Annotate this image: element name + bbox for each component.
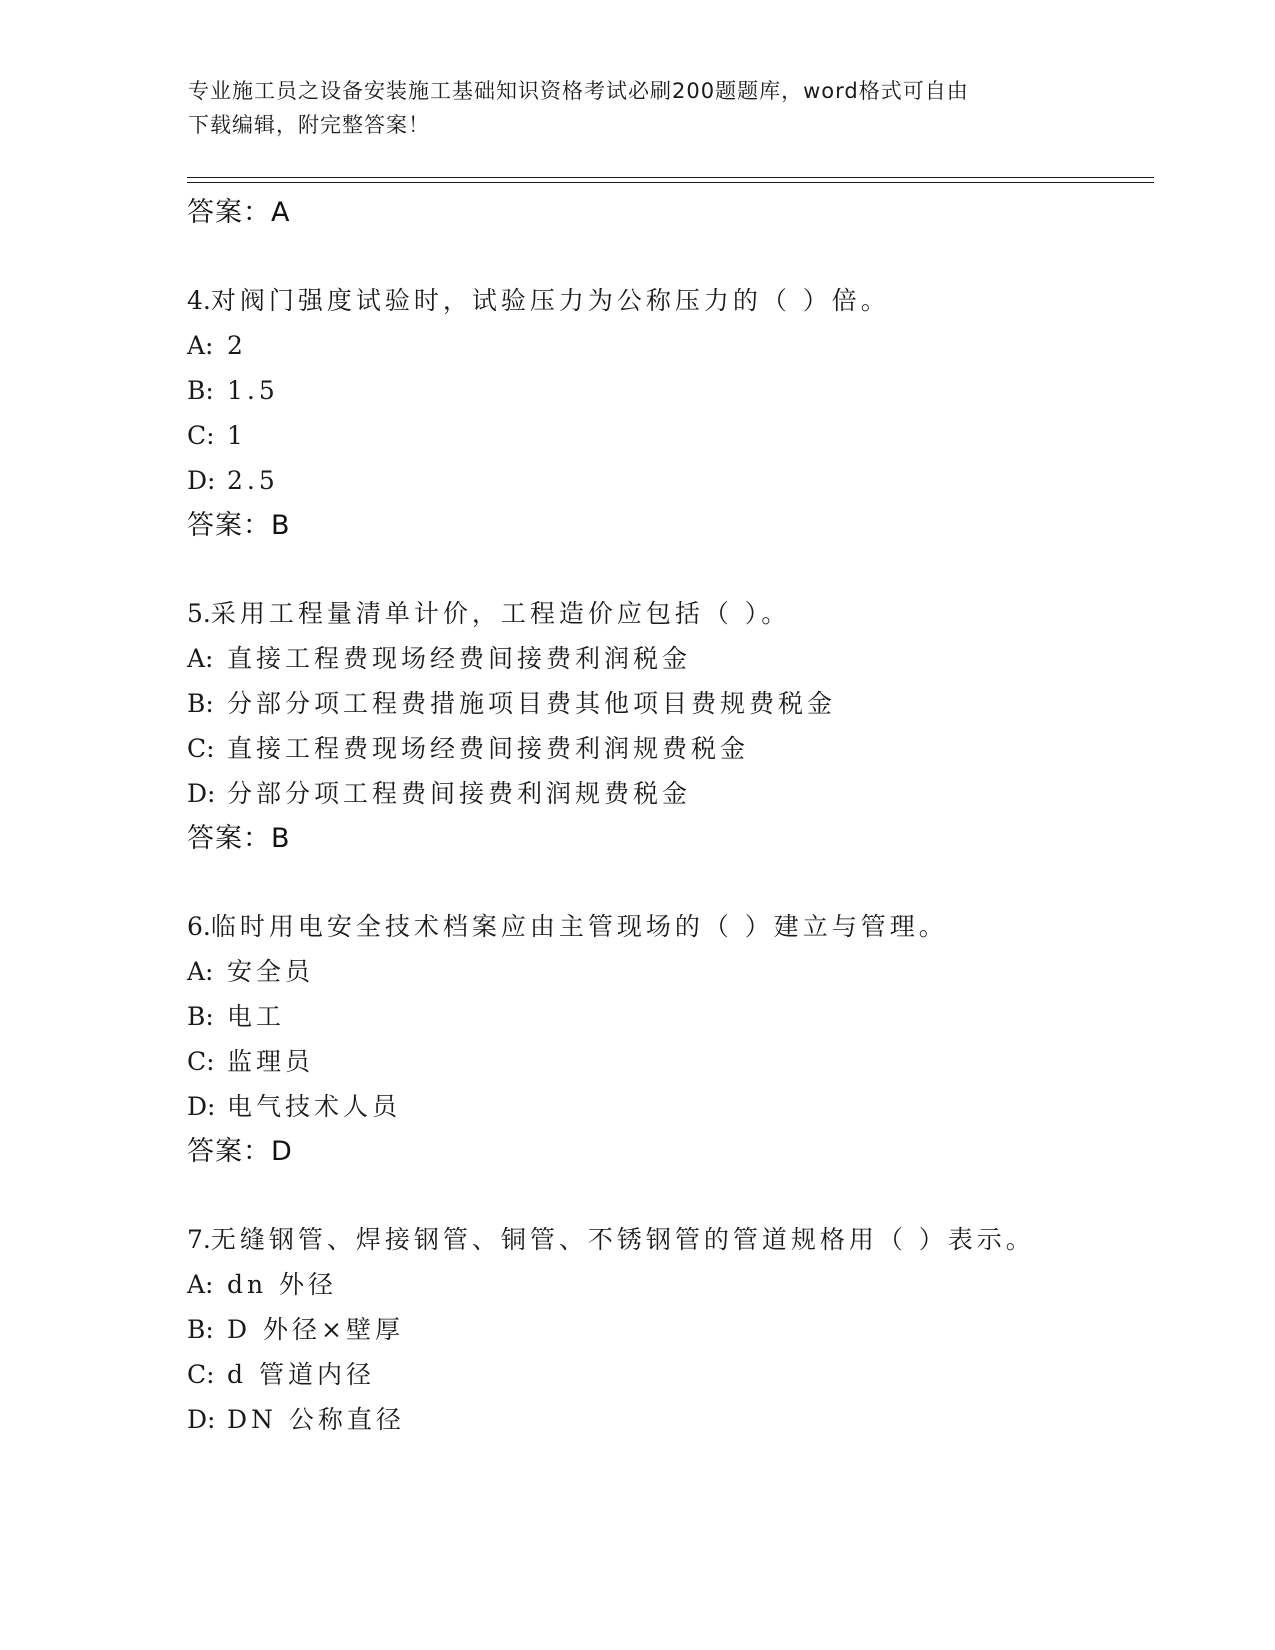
option-text: 分部分项工程费措施项目费其他项目费规费税金 (227, 689, 837, 718)
question-text: 无缝钢管、焊接钢管、铜管、不锈钢管的管道规格用（ ）表示。 (210, 1225, 1035, 1254)
question-list (187, 190, 1147, 1485)
option-letter: D: (187, 1405, 216, 1434)
option-a (187, 1262, 1147, 1307)
option-d (187, 1084, 1147, 1129)
question-number: 7. (187, 1225, 211, 1254)
option-letter: D: (187, 466, 216, 495)
option-b (187, 681, 1147, 726)
option-letter: A: (187, 331, 214, 360)
document-header (188, 74, 1088, 142)
question-text: 对阀门强度试验时，试验压力为公称压力的（ ）倍。 (210, 286, 890, 315)
option-text: D 外径×壁厚 (227, 1315, 404, 1344)
option-b (187, 1307, 1147, 1352)
question-text: 临时用电安全技术档案应由主管现场的（ ）建立与管理。 (210, 912, 948, 941)
option-text: 1.5 (227, 376, 279, 405)
option-text: 电气技术人员 (227, 1092, 402, 1121)
option-text: 电工 (227, 1002, 286, 1031)
option-text: 分部分项工程费间接费利润规费税金 (227, 779, 692, 808)
option-text: 2 (227, 331, 247, 360)
question-stem (187, 591, 1147, 636)
answer-label: 答案：B (187, 510, 291, 541)
option-c (187, 1039, 1147, 1084)
header-title-line-2: 下载编辑，附完整答案！ (188, 113, 430, 137)
option-text: 安全员 (227, 957, 315, 986)
question-stem (187, 904, 1147, 949)
question-4 (187, 278, 1147, 548)
option-text: 直接工程费现场经费间接费利润税金 (227, 644, 692, 673)
option-b (187, 368, 1147, 413)
header-divider-top (187, 177, 1154, 178)
option-letter: A: (187, 957, 214, 986)
option-letter: C: (187, 734, 215, 763)
answer-label: 答案：D (187, 1136, 293, 1167)
option-text: d 管道内径 (227, 1360, 375, 1389)
option-letter: C: (187, 1360, 215, 1389)
option-letter: C: (187, 1047, 215, 1076)
option-letter: D: (187, 1092, 216, 1121)
option-c (187, 413, 1147, 458)
answer-label: 答案：B (187, 823, 291, 854)
option-letter: B: (187, 689, 214, 718)
option-d (187, 1397, 1147, 1442)
option-letter: D: (187, 779, 216, 808)
option-text: 1 (227, 421, 247, 450)
option-a (187, 636, 1147, 681)
option-c (187, 726, 1147, 771)
option-d (187, 771, 1147, 816)
option-text: DN 公称直径 (227, 1405, 405, 1434)
option-d (187, 458, 1147, 503)
header-title-line-1: 专业施工员之设备安装施工基础知识资格考试必刷200题题库，word格式可自由 (188, 79, 969, 103)
question-6 (187, 904, 1147, 1174)
option-text: 监理员 (227, 1047, 315, 1076)
question-text: 采用工程量清单计价，工程造价应包括（ ）。 (210, 599, 791, 628)
question-number: 5. (187, 599, 211, 628)
option-letter: B: (187, 1315, 214, 1344)
question-number: 6. (187, 912, 211, 941)
option-letter: B: (187, 1002, 214, 1031)
option-text: 2.5 (227, 466, 279, 495)
option-letter: B: (187, 376, 214, 405)
option-a (187, 949, 1147, 994)
option-a (187, 323, 1147, 368)
option-letter: A: (187, 1270, 214, 1299)
question-stem (187, 278, 1147, 323)
header-divider-bottom (187, 182, 1154, 183)
option-text: dn 外径 (227, 1270, 338, 1299)
question-7 (187, 1217, 1147, 1442)
option-text: 直接工程费现场经费间接费利润规费税金 (227, 734, 750, 763)
option-b (187, 994, 1147, 1039)
question-stem (187, 1217, 1147, 1262)
option-c (187, 1352, 1147, 1397)
option-letter: A: (187, 644, 214, 673)
answer-label: 答案：A (187, 197, 291, 228)
question-number: 4. (187, 286, 211, 315)
question-5 (187, 591, 1147, 861)
option-letter: C: (187, 421, 215, 450)
